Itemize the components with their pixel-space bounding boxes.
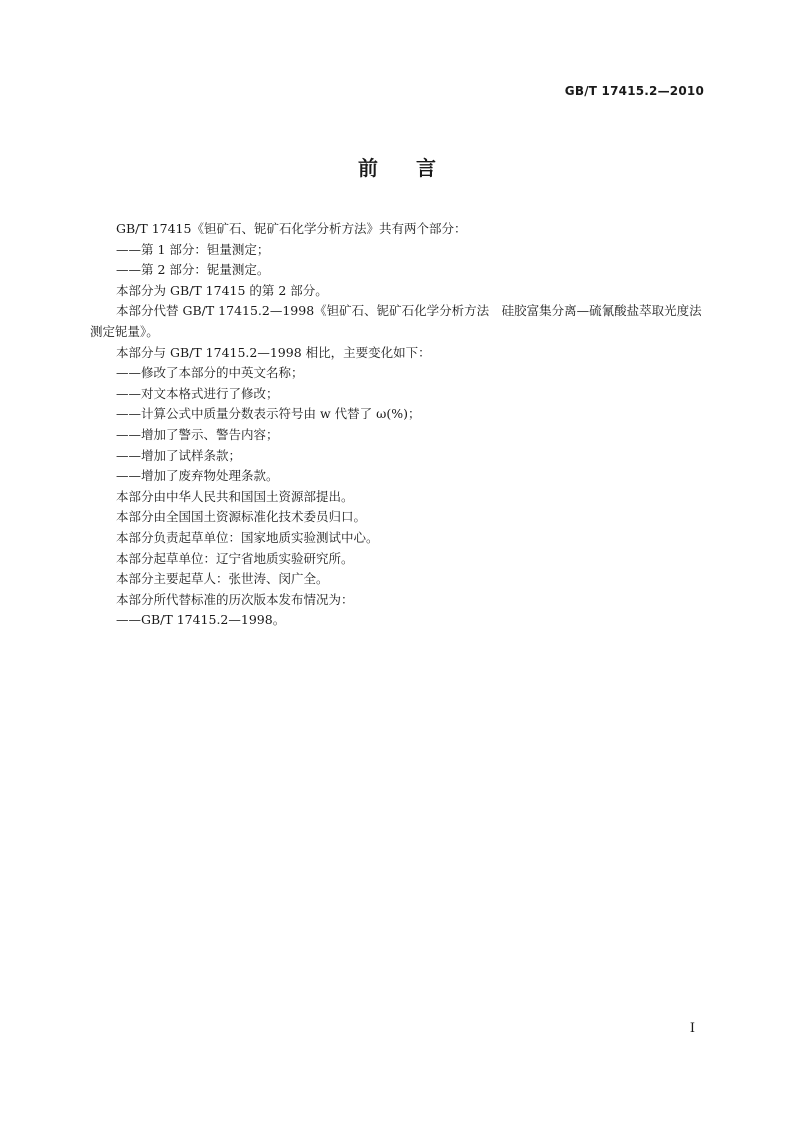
list-item: ——第 1 部分：钽量测定；: [116, 241, 270, 257]
list-item: ——对文本格式进行了修改；: [116, 385, 279, 401]
paragraph: 本部分起草单位：辽宁省地质实验研究所。: [116, 550, 354, 566]
paragraph: 本部分与 GB/T 17415.2—1998 相比，主要变化如下：: [116, 344, 431, 360]
paragraph: 本部分主要起草人：张世涛、闵广全。: [116, 571, 329, 587]
paragraph: 本部分为 GB/T 17415 的第 2 部分。: [116, 282, 328, 298]
list-item: ——第 2 部分：铌量测定。: [116, 262, 270, 278]
page-number: I: [689, 1021, 695, 1036]
list-item: ——修改了本部分的中英文名称；: [116, 365, 304, 381]
paragraph: 本部分代替 GB/T 17415.2—1998《钽矿石、铌矿石化学分析方法 硅胶富集分离—硫氰酸盐萃取光度法测定铌量》。: [90, 303, 702, 339]
standard-code: GB/T 17415.2—2010: [564, 84, 704, 98]
list-item: ——计算公式中质量分数表示符号由 w 代替了 ω(%)；: [116, 406, 421, 422]
list-item: ——增加了试样条款；: [116, 447, 242, 463]
paragraph: 本部分由全国国土资源标准化技术委员归口。: [116, 509, 367, 525]
document-body: [90, 219, 705, 631]
paragraph: 本部分负责起草单位：国家地质实验测试中心。: [116, 529, 379, 545]
paragraph: 本部分由中华人民共和国国土资源部提出。: [116, 488, 354, 504]
list-item: ——增加了废弃物处理条款。: [116, 468, 279, 484]
paragraph: 本部分所代替标准的历次版本发布情况为：: [116, 591, 354, 607]
paragraph: GB/T 17415《钽矿石、铌矿石化学分析方法》共有两个部分：: [116, 221, 467, 236]
list-item: ——GB/T 17415.2—1998。: [116, 612, 286, 628]
page-title: 前言: [358, 156, 474, 180]
list-item: ——增加了警示、警告内容；: [116, 426, 279, 442]
